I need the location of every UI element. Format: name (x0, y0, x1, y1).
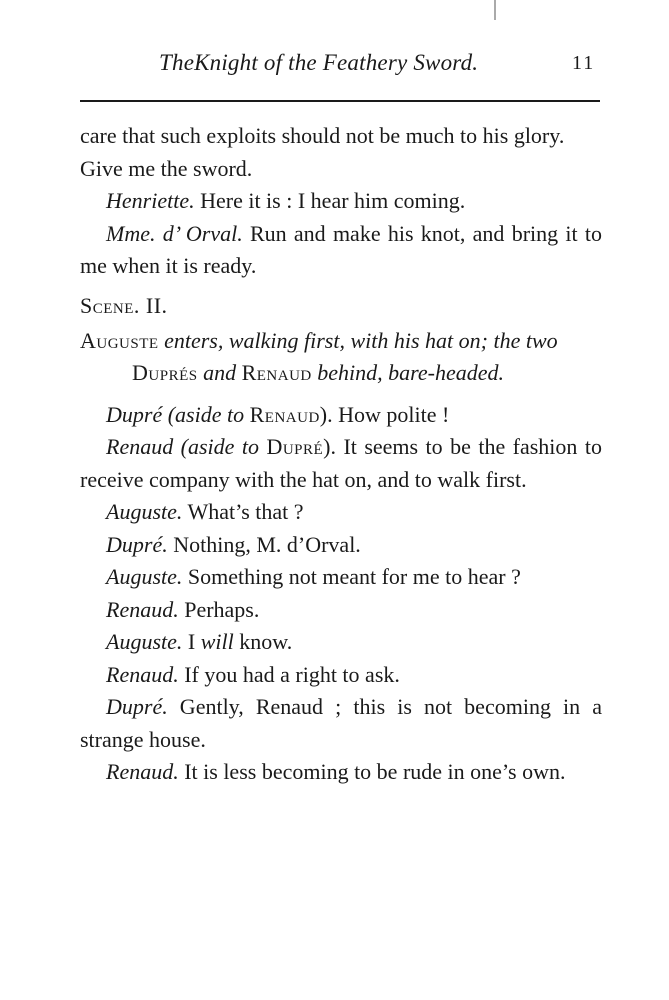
speech-text: Nothing, M. d’Orval. (167, 531, 361, 557)
speech (80, 218, 602, 283)
speech-text: ). How polite ! (319, 401, 450, 427)
speech-text: ). It seems to be the fashion to receive company with the hat on, and to walk first. (80, 434, 602, 492)
speaker-name: Renaud. (106, 596, 179, 622)
speech (80, 529, 602, 562)
character-name: Renaud (249, 401, 320, 427)
speaker-name: Renaud. (106, 661, 179, 687)
scene-heading-text: Scene. II. (80, 292, 168, 318)
speech-text: Here it is : I hear him coming. (194, 188, 466, 213)
paragraph: care that such exploits should not be much to his glory. Give me the sword. (80, 123, 565, 181)
stage-text: enters, walking first, with his hat on; the two (158, 327, 558, 353)
speaker-name: Auguste. (106, 629, 183, 654)
speech (80, 399, 602, 432)
speech (80, 594, 602, 627)
speech (80, 561, 602, 594)
emphasis-text: will (200, 629, 234, 654)
character-name: Duprés (132, 359, 198, 385)
speech (80, 659, 602, 692)
character-name: Renaud (241, 359, 312, 385)
speaker-name: Renaud. (106, 759, 179, 784)
body-text (80, 120, 602, 789)
speech-text: know. (233, 629, 293, 654)
stage-text: behind, bare-headed. (311, 359, 504, 385)
speech (80, 756, 602, 789)
speech-text: Something not meant for me to hear ? (182, 564, 521, 589)
speaker-name: Henriette. (106, 188, 195, 213)
scene-heading (80, 290, 602, 322)
aside-text: (aside to (162, 401, 250, 427)
speaker-name: Dupré (106, 401, 163, 427)
stage-direction (80, 325, 602, 389)
character-name: Dupré (266, 434, 324, 459)
speech-text: Perhaps. (178, 596, 260, 622)
speech-text: Gently, Renaud ; this is not becoming in a strange house. (80, 694, 602, 752)
speech-text: I (182, 629, 201, 654)
speech-text: If you had a right to ask. (178, 661, 400, 687)
character-name: Auguste (80, 327, 159, 353)
speech-text: Run and make his knot, and bring it to me when it is ready. (80, 220, 602, 278)
speech (80, 496, 602, 529)
speaker-name: Auguste. (106, 564, 183, 589)
stage-text: and (197, 359, 242, 385)
speaker-name: Dupré. (106, 694, 168, 719)
page-number: 11 (572, 52, 596, 74)
speech-text: It is less becoming to be rude in one’s own. (178, 759, 566, 784)
speech-text: What’s that ? (182, 499, 304, 524)
ink-mark (494, 0, 496, 20)
speaker-name: Dupré. (106, 531, 168, 557)
speaker-name: Renaud (106, 434, 174, 459)
speech (80, 185, 602, 218)
header-rule (80, 100, 600, 102)
speaker-name: Mme. d’ Orval. (106, 220, 243, 246)
speaker-name: Auguste. (106, 499, 183, 524)
speech (80, 431, 602, 496)
speech (80, 691, 602, 756)
aside-text: (aside to (173, 434, 267, 459)
speech (80, 626, 602, 659)
running-title: TheKnight of the Feathery Sword. (159, 50, 479, 75)
